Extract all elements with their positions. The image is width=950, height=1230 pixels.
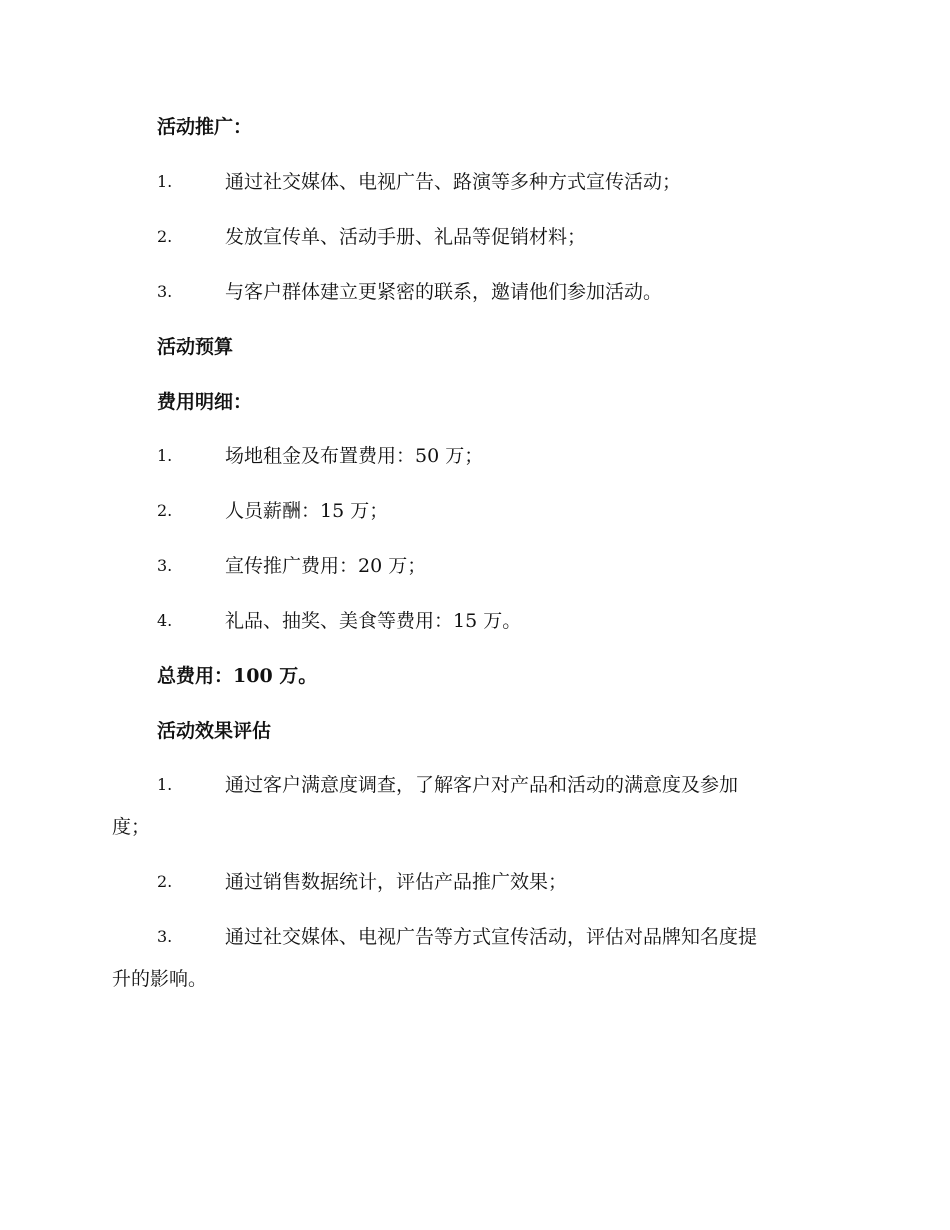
list-item-number: 3. — [157, 282, 173, 301]
budget-heading: 活动预算 — [157, 336, 234, 358]
list-item-number: 1. — [157, 446, 173, 465]
list-item-number: 2. — [157, 872, 173, 891]
list-item-number: 4. — [157, 611, 173, 630]
budget-detail-heading: 费用明细： — [157, 391, 253, 413]
list-item-text: 礼品、抽奖、美食等费用：15 万。 — [225, 610, 522, 632]
list-item-number: 1. — [157, 172, 173, 191]
list-item-text: 人员薪酬：15 万； — [225, 500, 389, 522]
list-item-text: 与客户群体建立更紧密的联系，邀请他们参加活动。 — [225, 281, 663, 303]
list-item-text: 通过社交媒体、电视广告等方式宣传活动，评估对品牌知名度提 — [225, 926, 758, 948]
promotion-heading: 活动推广： — [157, 116, 253, 138]
list-item-text: 通过客户满意度调查，了解客户对产品和活动的满意度及参加 — [225, 774, 739, 796]
list-item-number: 3. — [157, 556, 173, 575]
list-item-text: 宣传推广费用：20 万； — [225, 555, 427, 577]
evaluation-heading: 活动效果评估 — [157, 720, 272, 742]
list-item-number: 1. — [157, 775, 173, 794]
list-item-text: 通过社交媒体、电视广告、路演等多种方式宣传活动； — [225, 171, 682, 193]
list-item-text: 通过销售数据统计，评估产品推广效果； — [225, 871, 568, 893]
budget-total: 总费用：100 万。 — [157, 665, 318, 687]
list-item-text: 场地租金及布置费用：50 万； — [225, 445, 484, 467]
list-item-text: 发放宣传单、活动手册、礼品等促销材料； — [225, 226, 587, 248]
list-item-number: 2. — [157, 501, 173, 520]
list-item-text-continuation: 度； — [112, 816, 151, 838]
list-item-number: 3. — [157, 927, 173, 946]
list-item-text-continuation: 升的影响。 — [112, 968, 208, 990]
list-item-number: 2. — [157, 227, 173, 246]
